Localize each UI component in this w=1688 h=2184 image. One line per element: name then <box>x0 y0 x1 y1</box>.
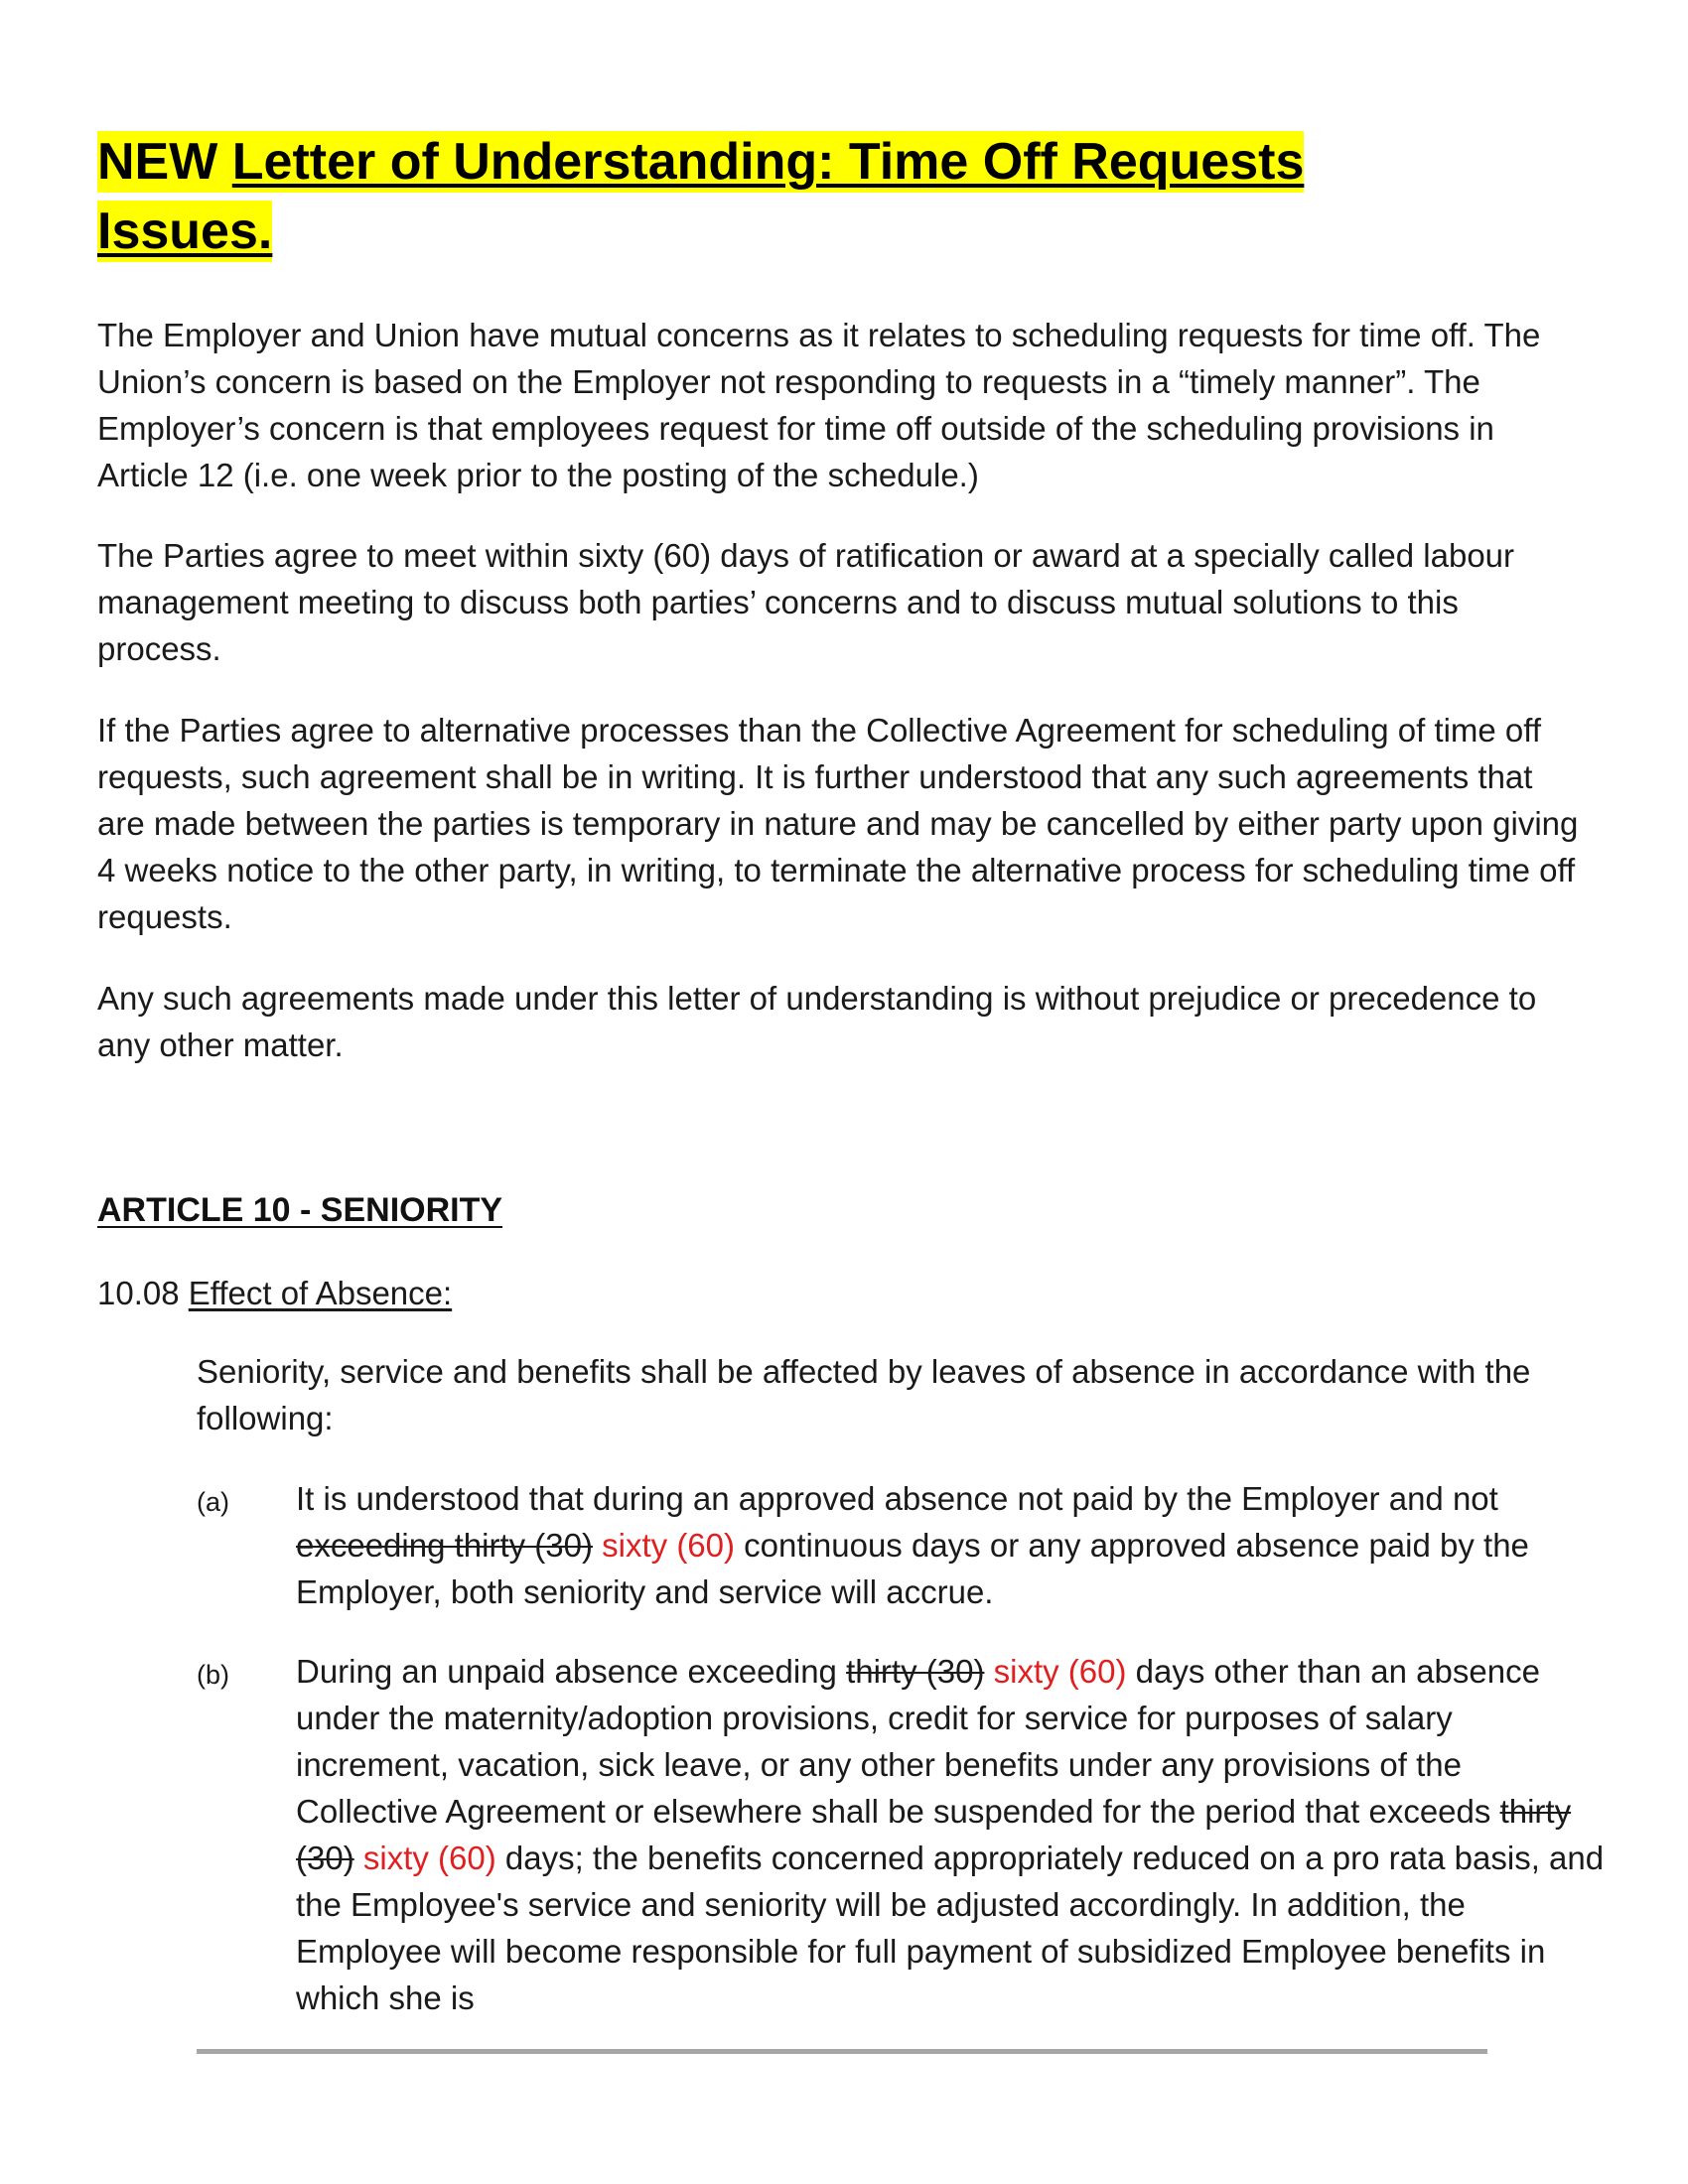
article-heading: ARTICLE 10 - SENIORITY <box>97 1191 503 1229</box>
list-item-text <box>296 1475 1607 1615</box>
title-highlight <box>97 131 1304 262</box>
section-title: Effect of Absence: <box>188 1275 453 1311</box>
title-new-label: NEW <box>97 133 218 191</box>
item-b-deleted-text-2: thirty (30) <box>296 1793 1572 1876</box>
item-a-text-2: continuous days or any approved absence paid by the Employer, both seniority and service will accrue. <box>296 1527 1529 1610</box>
footer-divider <box>197 2049 1487 2054</box>
letter-paragraph-3: If the Parties agree to alternative processes than the Collective Agreement for scheduling of time off requests, such agreement shall be in writing. It is further understood that any such agreements that are made between the parties is temporary in nature and may be cancelled by either party upon giving 4 weeks notice to the other party, in writing, to terminate the alternative process for scheduling time off requests. <box>97 712 1579 935</box>
item-b-inserted-text-1: sixty (60) <box>984 1653 1127 1690</box>
section-intro: Seniority, service and benefits shall be affected by leaves of absence in accordance with the following: <box>197 1353 1531 1436</box>
item-b-text-2: days other than an absence under the maternity/adoption provisions, credit for service for purposes of salary increment, vacation, sick leave, or any other benefits under any provisions of the Collective Agreement or elsewhere shall be suspended for the period that exceeds <box>296 1653 1540 1830</box>
list-item-marker: (a) <box>197 1487 229 1517</box>
item-a-inserted-text: sixty (60) <box>592 1527 736 1564</box>
item-b-text-1: During an unpaid absence exceeding <box>296 1653 847 1690</box>
document-title <box>97 127 1487 266</box>
item-a-deleted-text: exceeding thirty (30) <box>296 1527 593 1564</box>
title-heading-line1: Letter of Understanding: Time Off Requests <box>231 133 1305 191</box>
item-b-inserted-text-2: sixty (60) <box>353 1840 496 1876</box>
title-heading-line2: Issues. <box>97 203 273 260</box>
section-heading <box>97 1271 452 1316</box>
section-number: 10.08 <box>97 1275 180 1311</box>
letter-paragraph-1: The Employer and Union have mutual concerns as it relates to scheduling requests for time off. The Union’s concern is based on the Employer not responding to requests in a “timely manner”. The Employer’s concern is that employees request for time off outside of the scheduling provisions in Article 12 (i.e. one week prior to the posting of the schedule.) <box>97 317 1541 493</box>
item-b-text-3: days; the benefits concerned appropriately reduced on a pro rata basis, and the Employee's service and seniority will be adjusted accordingly. In addition, the Employee will become responsible for full payment of subsidized Employee benefits in which she is <box>296 1840 1605 2016</box>
letter-paragraph-4: Any such agreements made under this letter of understanding is without prejudice or precedence to any other matter. <box>97 980 1537 1063</box>
item-b-deleted-text-1: thirty (30) <box>846 1653 985 1690</box>
letter-paragraph-2: The Parties agree to meet within sixty (60) days of ratification or award at a specially called labour management meeting to discuss both parties’ concerns and to discuss mutual solutions to this process. <box>97 537 1515 667</box>
list-item-text <box>296 1648 1607 2021</box>
item-a-text-1: It is understood that during an approved absence not paid by the Employer and not <box>296 1480 1498 1517</box>
list-item-marker: (b) <box>197 1660 229 1690</box>
